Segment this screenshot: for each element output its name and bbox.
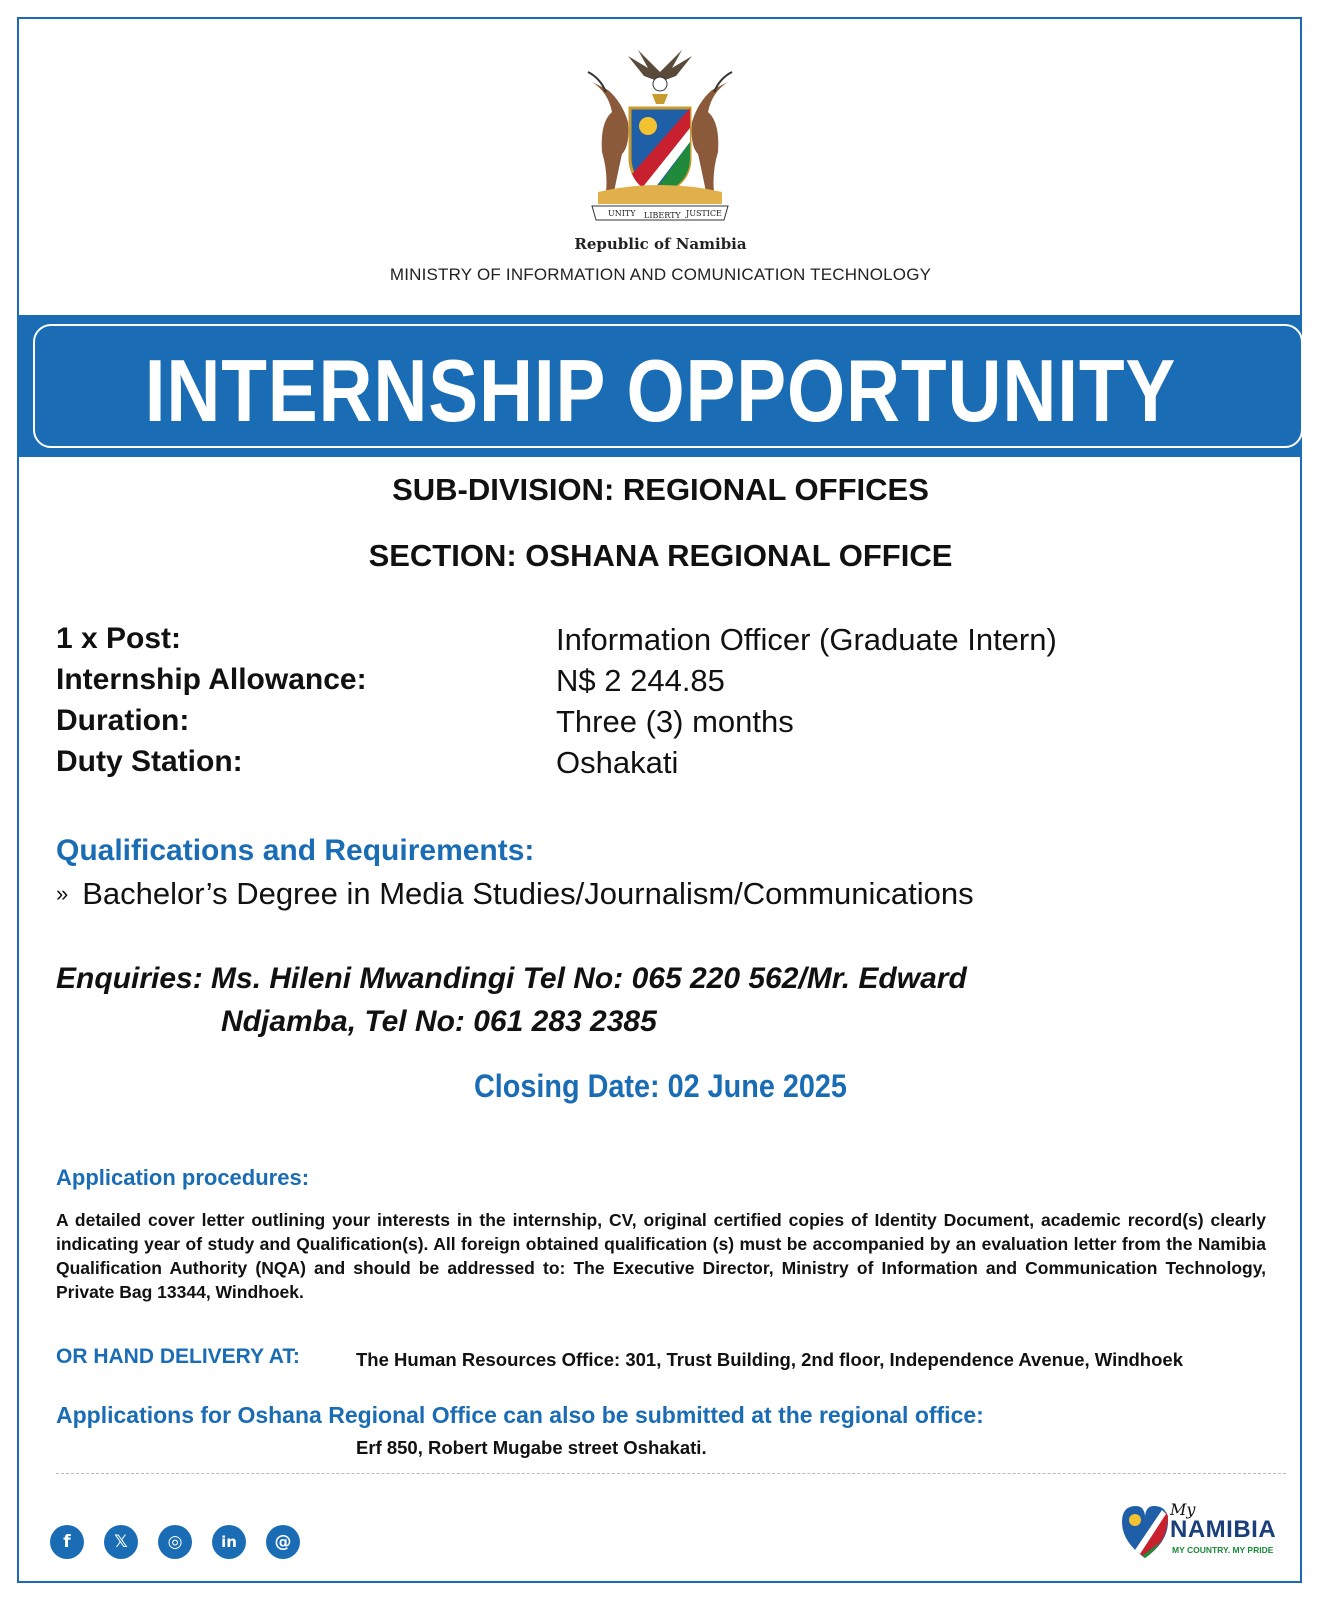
section-heading: SECTION: OSHANA REGIONAL OFFICE [368, 538, 953, 573]
republic-name: Republic of Namibia [574, 235, 747, 253]
ministry-name: MINISTRY OF INFORMATION AND COMUNICATION TECHNOLOGY [389, 265, 932, 284]
svg-text:LIBERTY: LIBERTY [644, 211, 681, 220]
detail-value: Information Officer (Graduate Intern) [556, 622, 1057, 657]
facebook-icon[interactable]: f [50, 1525, 84, 1559]
logo-namibia: NAMIBIA [1170, 1516, 1277, 1543]
qualifications-heading: Qualifications and Requirements: [56, 834, 535, 867]
oshana-address: Erf 850, Robert Mugabe street Oshakati. [356, 1437, 707, 1458]
svg-text:UNITY: UNITY [608, 209, 636, 218]
detail-value: Oshakati [556, 745, 679, 780]
detail-row-post [56, 622, 1256, 663]
x-icon[interactable]: 𝕏 [104, 1525, 138, 1559]
logo-my: My [1170, 1500, 1196, 1519]
instagram-icon[interactable]: ◎ [158, 1525, 192, 1559]
detail-row-allowance [56, 663, 1256, 704]
qualification-text: Bachelor’s Degree in Media Studies/Journalism/Communications [82, 876, 974, 911]
qualification-item [56, 876, 974, 912]
post-details [56, 622, 1256, 786]
application-heading: Application procedures: [56, 1165, 310, 1190]
detail-row-duty-station [56, 745, 1256, 786]
footer-divider [56, 1473, 1286, 1474]
detail-label: Duty Station: [56, 745, 243, 778]
bullet-icon: » [56, 881, 69, 906]
detail-label: Duration: [56, 704, 190, 737]
threads-icon[interactable]: @ [266, 1525, 300, 1559]
closing-date: Closing Date: 02 June 2025 [473, 1068, 847, 1104]
enquiries-line-1: Enquiries: Ms. Hileni Mwandingi Tel No: 065 220 562/Mr. Edward [56, 962, 967, 995]
detail-label: Internship Allowance: [56, 663, 367, 696]
logo-tagline: MY COUNTRY. MY PRIDE [1172, 1545, 1274, 1555]
svg-text:JUSTICE: JUSTICE [686, 209, 722, 218]
detail-label: 1 x Post: [56, 622, 182, 655]
my-namibia-logo [1118, 1500, 1288, 1568]
linkedin-icon[interactable]: in [212, 1525, 246, 1559]
coat-of-arms-icon [578, 42, 742, 227]
detail-row-duration [56, 704, 1256, 745]
detail-value: Three (3) months [556, 704, 794, 739]
detail-value: N$ 2 244.85 [556, 663, 725, 698]
application-body: A detailed cover letter outlining your interests in the internship, CV, original certified copies of Identity Document, academic record(s) clearly indicating year of study and Qualification(s). All foreign obtained qualification (s) must be accompanied by an evaluation letter from the Namibia Qualification Authority (NQA) and should be addressed to: The Executive Director, Ministry of Information and Communication Technology, Private Bag 13344, Windhoek. [56, 1210, 1266, 1302]
hand-delivery-address: The Human Resources Office: 301, Trust Building, 2nd floor, Independence Avenue, Windhoek [356, 1349, 1183, 1370]
subdivision-heading: SUB-DIVISION: REGIONAL OFFICES [392, 472, 929, 507]
page-title: INTERNSHIP OPPORTUNITY [144, 341, 1177, 440]
enquiries-line-2: Ndjamba, Tel No: 061 283 2385 [221, 1005, 657, 1038]
enquiries [56, 957, 1206, 1043]
namibia-heart-icon [1118, 1502, 1172, 1560]
hand-delivery-label: OR HAND DELIVERY AT: [56, 1345, 300, 1368]
oshana-note: Applications for Oshana Regional Office can also be submitted at the regional office: [56, 1402, 984, 1428]
